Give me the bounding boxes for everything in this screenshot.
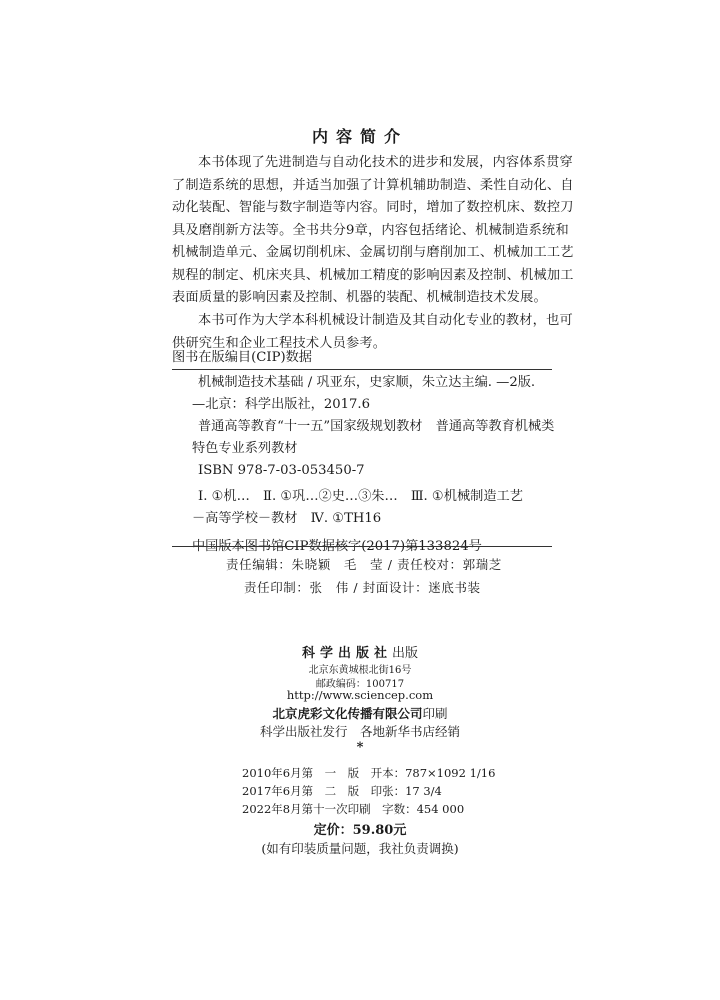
print-edition-2: 2017年6月第 二 版 印张：17 3/4 <box>242 784 442 798</box>
print-info <box>242 764 495 818</box>
text-line: 本书体现了先进制造与自动化技术的进步和发展，内容体系贯穿 <box>198 155 573 170</box>
cip-publisher-line: —北京：科学出版社，2017.6 <box>192 397 371 412</box>
separator-star: * <box>356 740 364 755</box>
summary-paragraph-1 <box>172 152 574 310</box>
publisher-postcode: 邮政编码：100717 <box>315 679 405 690</box>
publisher-suffix: 出版 <box>392 646 419 661</box>
publisher-line <box>0 642 720 661</box>
printer-suffix: 印刷 <box>422 706 448 721</box>
cip-heading: 图书在版编目(CIP)数据 <box>172 346 552 370</box>
print-impression: 2022年8月第十一次印刷 字数：454 000 <box>242 802 465 816</box>
text-line: 供研究生和企业工程技术人员参考。 <box>172 335 387 351</box>
cip-title-line: 机械制造技术基础 / 巩亚东，史家顺，朱立达主编. —2版. <box>198 375 536 390</box>
text-line: 本书可作为大学本科机械设计制造及其自动化专业的教材，也可 <box>198 313 573 328</box>
publisher-url: http://www.sciencep.com <box>286 688 434 702</box>
print-edition-1: 2010年6月第 一 版 开本：787×1092 1/16 <box>242 766 496 780</box>
cip-block <box>192 372 555 558</box>
cip-record-number: 中国版本图书馆CIP数据核字(2017)第133824号 <box>192 539 482 554</box>
cip-series-line-2: 特色专业系列教材 <box>192 441 298 456</box>
text-line: 机械制造单元、金属切削机床、金属切削与磨削加工、机械加工工艺 <box>172 245 574 260</box>
text-line: 了制造系统的思想，并适当加强了计算机辅助制造、柔性自动化、自 <box>172 177 574 193</box>
summary-title: 内容简介 <box>311 127 408 146</box>
credits-editors: 责任编辑：朱晓颖 毛 莹 / 责任校对：郭瑞芝 <box>226 557 502 572</box>
text-line: 具及磨削新方法等。全书共分9章，内容包括绪论、机械制造系统和 <box>172 222 569 238</box>
distribution-line: 科学出版社发行 各地新华书店经销 <box>259 724 460 739</box>
publisher-name: 科学出版社 <box>301 646 392 661</box>
quality-note: (如有印装质量问题，我社负责调换) <box>261 841 459 856</box>
text-line: 动化装配、智能与数字制造等内容。同时，增加了数控机床、数控刀 <box>172 200 574 215</box>
printer-line <box>0 704 720 722</box>
price-label: 定价：59.80元 <box>313 823 407 838</box>
publisher-address: 北京东黄城根北街16号 <box>308 665 412 676</box>
printer-name: 北京虎彩文化传播有限公司 <box>272 706 423 721</box>
text-line: 表面质量的影响因素及控制、机器的装配、机械制造技术发展。 <box>172 290 547 305</box>
text-line: 规程的制定、机床夹具、机械加工精度的影响因素及控制、机械加工 <box>172 267 574 283</box>
cip-classification: Ⅰ. ①机… Ⅱ. ①巩…②史…③朱… Ⅲ. ①机械制造工艺 <box>198 489 523 504</box>
cip-bottom-rule <box>172 546 552 547</box>
credits-print: 责任印制：张 伟 / 封面设计：迷底书装 <box>244 580 481 595</box>
cip-classification-2: －高等学校－教材 Ⅳ. ①TH16 <box>192 511 382 526</box>
cip-isbn: ISBN 978-7-03-053450-7 <box>198 463 365 478</box>
cip-series-line: 普通高等教育“十一五”国家级规划教材 普通高等教育机械类 <box>198 419 555 434</box>
